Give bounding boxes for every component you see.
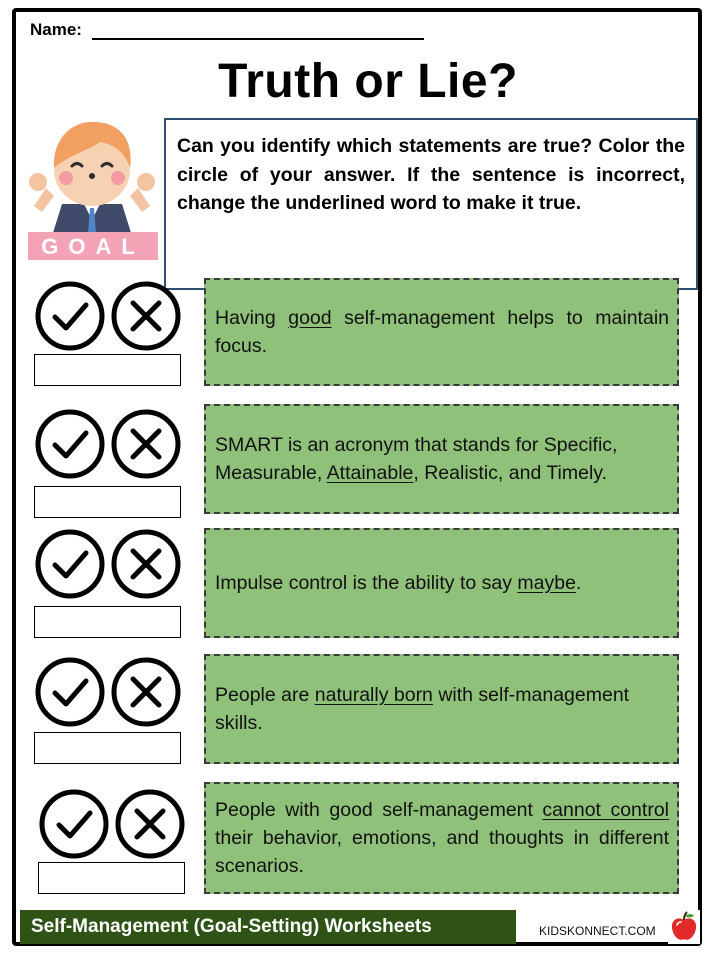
statement-text: [215, 304, 669, 360]
correction-answer-box[interactable]: [34, 486, 181, 518]
statement-text-before: People with good self-management: [215, 799, 543, 821]
statement-4: [204, 654, 679, 764]
statement-text-before: People are: [215, 684, 315, 706]
statement-3: [204, 528, 679, 638]
statement-text-before: Having: [215, 307, 289, 329]
false-x-circle-icon[interactable]: [110, 280, 182, 352]
answer-options-2: [34, 408, 194, 528]
true-checkmark-circle-icon[interactable]: [34, 528, 106, 600]
underlined-word: maybe: [517, 572, 576, 594]
statement-1: [204, 278, 679, 386]
statement-text: [215, 569, 669, 597]
statement-2: [204, 404, 679, 514]
true-checkmark-circle-icon[interactable]: [34, 280, 106, 352]
name-field[interactable]: [92, 38, 424, 40]
false-x-circle-icon[interactable]: [110, 408, 182, 480]
correction-answer-box[interactable]: [34, 354, 181, 386]
svg-text:GOAL: GOAL: [41, 234, 145, 259]
underlined-word: naturally born: [314, 684, 433, 706]
underlined-word: cannot control: [542, 799, 669, 821]
correction-answer-box[interactable]: [38, 862, 185, 894]
brand-name: KIDSKONNECT.COM: [539, 924, 656, 938]
true-checkmark-circle-icon[interactable]: [34, 656, 106, 728]
statement-text: [215, 681, 669, 737]
statement-text-before: Impulse control is the ability to say: [215, 572, 518, 594]
true-checkmark-circle-icon[interactable]: [34, 408, 106, 480]
footer-title: Self-Management (Goal-Setting) Worksheets: [20, 910, 516, 944]
statement-5: [204, 782, 679, 894]
statement-text-before: SMART is an acronym that stands for Specific, Measurable,: [215, 434, 618, 484]
correction-answer-box[interactable]: [34, 606, 181, 638]
false-x-circle-icon[interactable]: [110, 656, 182, 728]
underlined-word: good: [288, 307, 332, 329]
page-title: Truth or Lie?: [218, 55, 518, 108]
statement-text-after: .: [575, 572, 582, 594]
statement-text-after: self-management helps to maintain focus.: [215, 307, 669, 357]
false-x-circle-icon[interactable]: [114, 788, 186, 860]
answer-options-4: [34, 656, 194, 776]
answer-options-3: [34, 528, 194, 648]
statement-text: [215, 796, 669, 880]
answer-options-1: [34, 280, 194, 400]
correction-answer-box[interactable]: [34, 732, 181, 764]
instructions-box: Can you identify which statements are true? Color the circle of your answer. If the sentence is incorrect, change the underlined word to make it true.: [164, 118, 698, 290]
statement-text-after: , Realistic, and Timely.: [413, 462, 608, 484]
underlined-word: Attainable: [326, 462, 414, 484]
statement-text: [215, 431, 669, 487]
false-x-circle-icon[interactable]: [110, 528, 182, 600]
apple-icon: [668, 910, 700, 944]
statement-text-after: their behavior, emotions, and thoughts in different scenarios.: [215, 827, 669, 877]
answer-options-5: [38, 788, 198, 908]
true-checkmark-circle-icon[interactable]: [38, 788, 110, 860]
name-label: Name:: [30, 20, 82, 39]
statement-text-after: with self-management skills.: [215, 684, 630, 734]
goal-mascot-illustration: [24, 116, 160, 262]
